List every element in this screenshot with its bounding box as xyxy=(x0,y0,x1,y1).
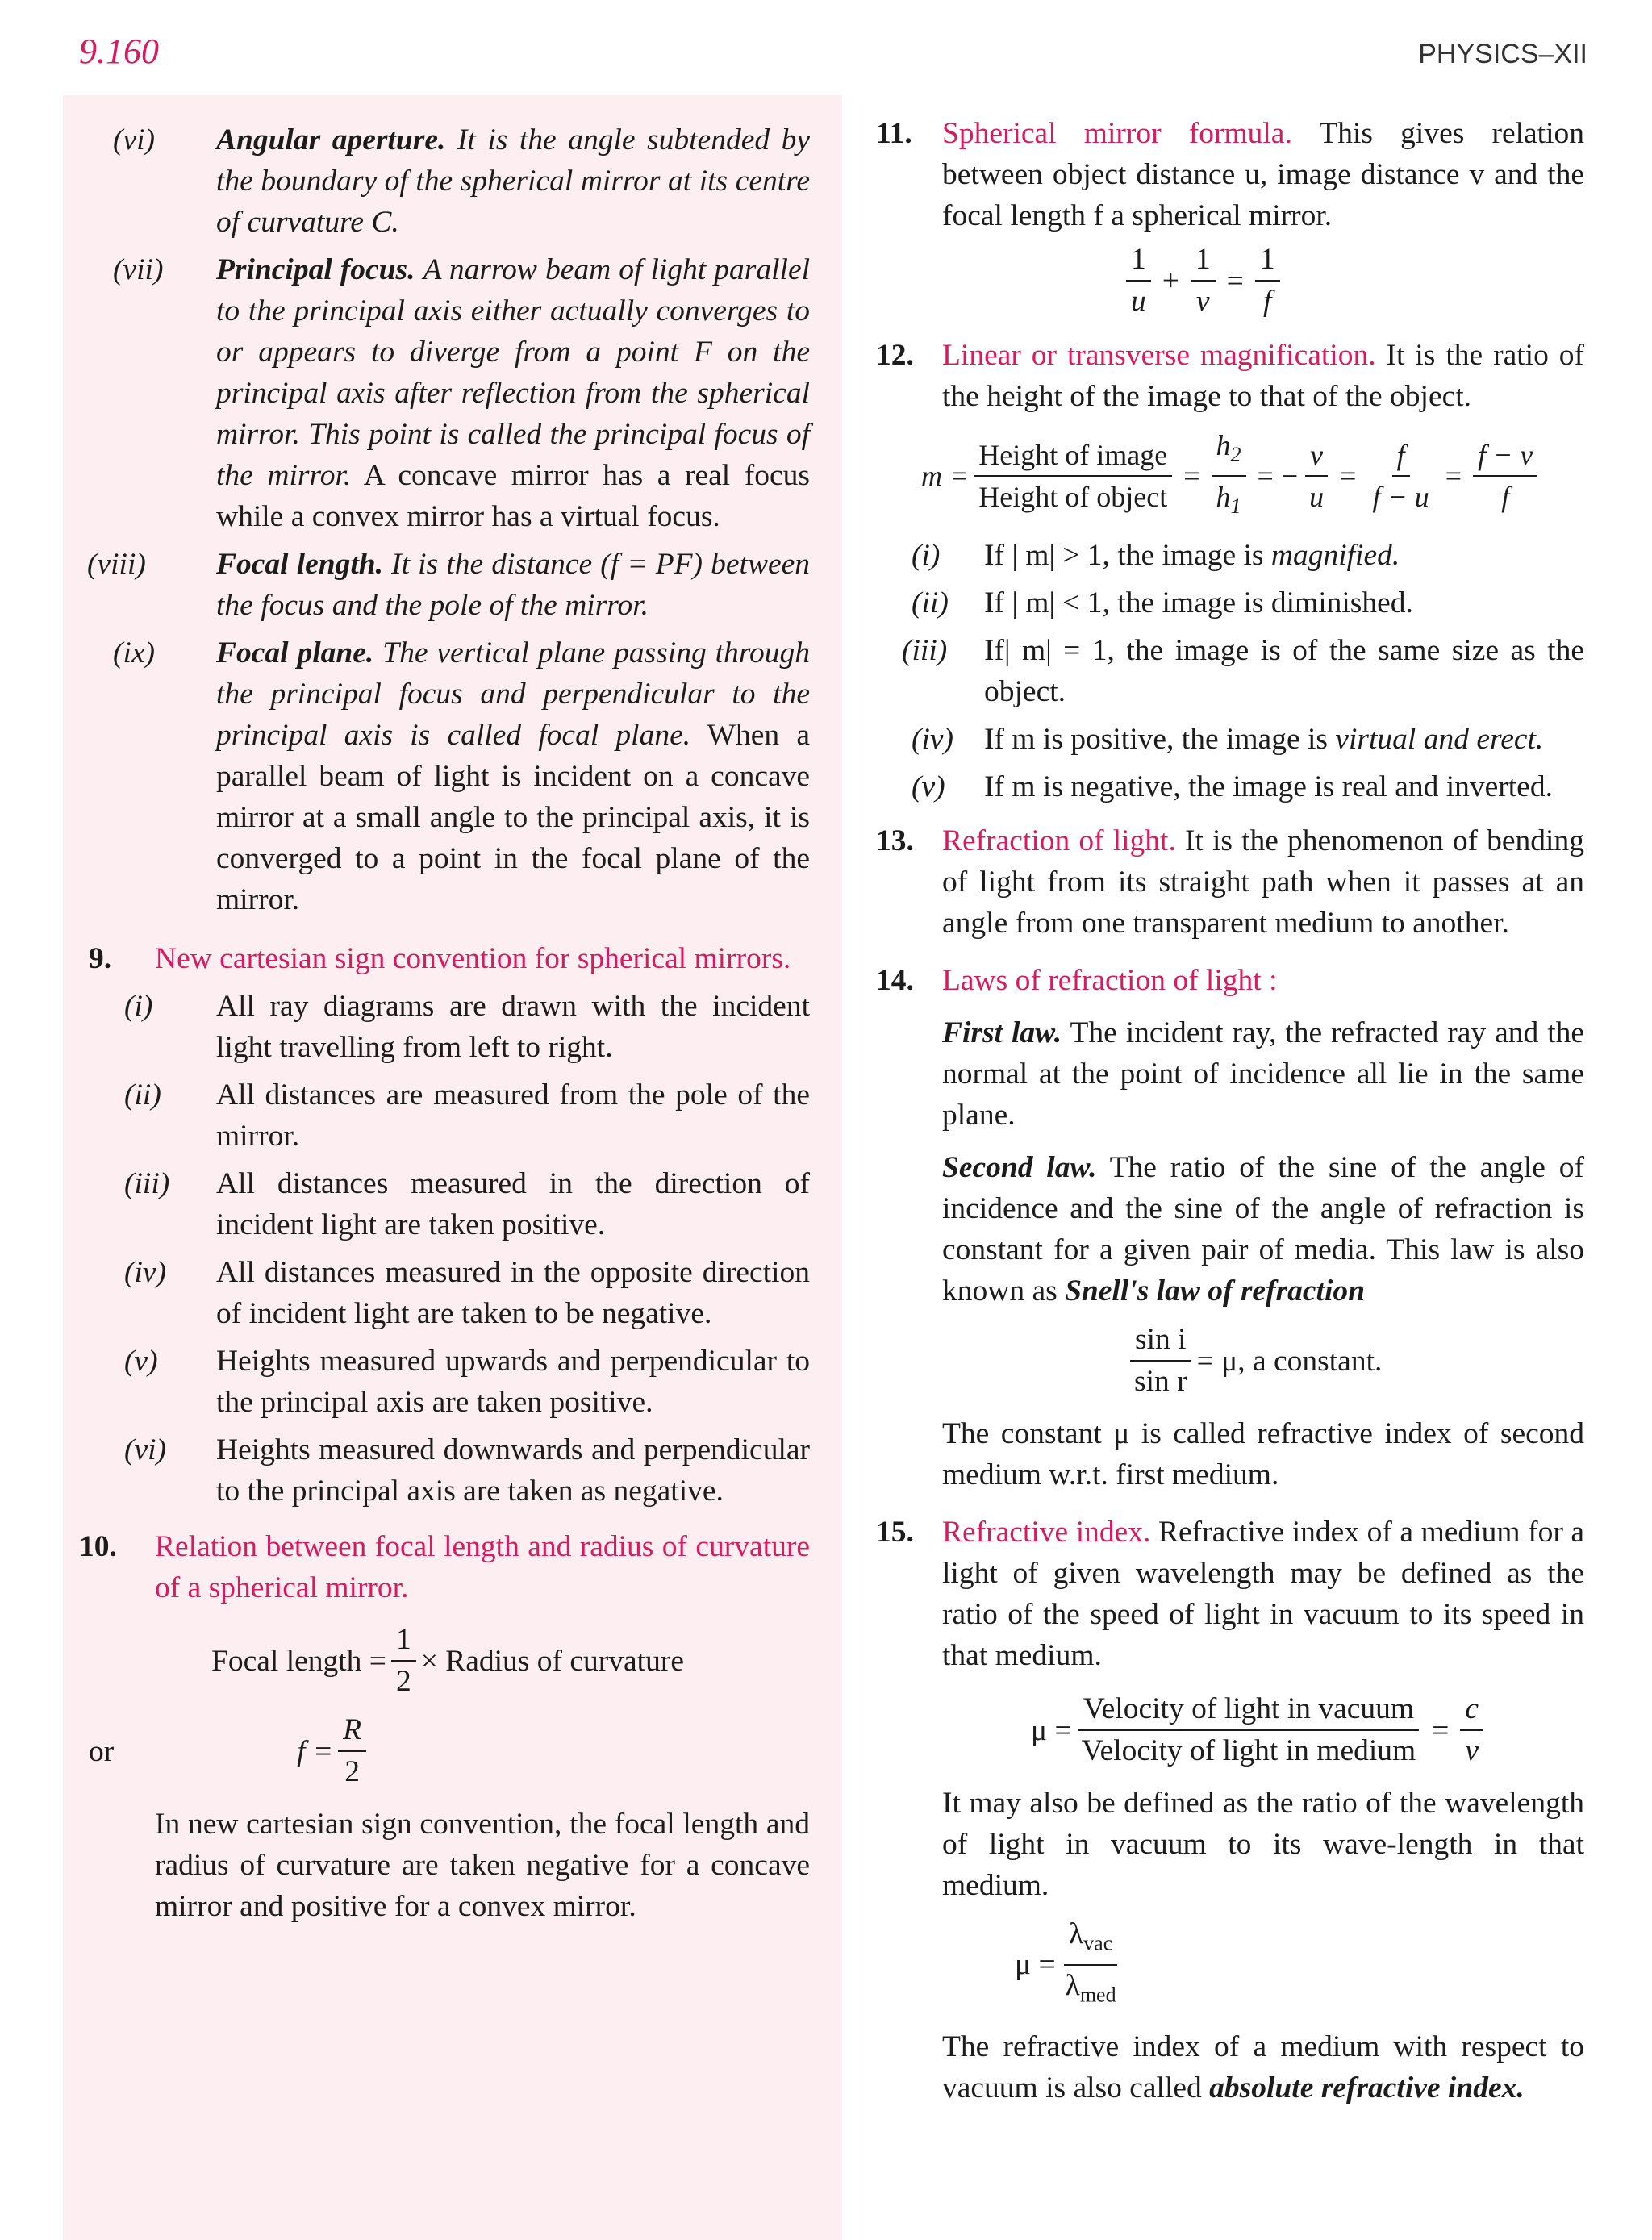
sign-rule: (iv) All distances measured in the opposite direction of incident light are taken to be negative. xyxy=(124,1256,810,1330)
description: This gives relation between object distance u, image distance v and the focal length f a spherical mirror. xyxy=(942,117,1585,232)
magnification-case: (iv) If m is positive, the image is virtual and erect. xyxy=(912,723,1544,757)
item-principal-focus xyxy=(79,249,810,537)
item-number: 14. xyxy=(876,964,914,998)
absolute-refractive-index: absolute refractive index. xyxy=(1209,2071,1525,2105)
item-focal-length xyxy=(79,544,810,626)
mirror-formula-equation: $\frac{1}{u}$ + $\frac{1}{v}$ = $\frac{1}{f}$ xyxy=(866,240,1584,322)
item-number: 13. xyxy=(876,824,914,858)
item-heading: Laws of refraction of light : xyxy=(942,964,1278,998)
item-heading: Spherical mirror formula. xyxy=(942,117,1292,150)
term: Principal focus. xyxy=(216,253,415,286)
term: Focal plane. xyxy=(216,636,374,669)
focal-length-equation: Focal length = $\frac{1}{2}$ × Radius of curvature xyxy=(79,1620,810,1702)
roman-label: (ix) xyxy=(113,636,156,669)
item-heading: Refraction of light. xyxy=(942,824,1176,858)
item-heading: Refractive index. xyxy=(942,1516,1151,1550)
fraction: $\frac{R}{2}$ xyxy=(338,1710,366,1792)
item-number: 9. xyxy=(89,942,112,975)
item-10-focal-radius xyxy=(79,1526,810,1608)
item-number: 12. xyxy=(876,339,914,372)
sign-rule: (v) Heights measured upwards and perpendicular to the principal axis are taken positive. xyxy=(124,1345,810,1419)
description: It is the ratio of the height of the image to that of the object. xyxy=(942,339,1584,413)
book-title: PHYSICS–XII xyxy=(1418,39,1587,69)
item-focal-plane xyxy=(79,632,810,920)
sign-rule: (i) All ray diagrams are drawn with the incident light travelling from left to right. xyxy=(124,990,810,1064)
right-column xyxy=(866,113,1584,2109)
item-12-magnification xyxy=(866,335,1584,417)
item-15-refractive-index: 15. Refractive index. Refractive index of a medium for a light of given wavelength may be defined as the ratio of the speed of light in vacuum to its speed in that medium. μ = $\frac{\text{Velocity of light in vacuum}}{\text{Velocity of light in medium}}$ = $\frac{c}{v}$ It may also be defined as the ratio of the wavelength of light in vacuum to its wave-length in that medium. μ = $\frac{\lambda_{vac}}{\lambda_{med}}$ The refractive index of a medium with respect to vacuum is also called absolute refractive index. xyxy=(866,1512,1584,2109)
wavelength-ratio-equation: μ = $\frac{\lambda_{vac}}{\lambda_{med}}$ xyxy=(942,1914,1584,2015)
definition: It is the angle subtended by the boundary of the spherical mirror at its centre of curvature C. xyxy=(216,123,811,239)
item-number: 10. xyxy=(79,1530,117,1563)
item-14-laws-of-refraction: 14. Laws of refraction of light : First law. The incident ray, the refracted ray and the normal at the point of incidence all lie in the same plane. Second law. The ratio of the sine of the angle of incidence and the sine of the angle of refraction is constant for a given pair of media. This law is also known as Snell's law of refraction $\frac{\text{sin i}}{\text{sin r}}$ = μ, a constant. The constant μ is called refractive index of second medium w.r.t. first medium. xyxy=(866,960,1584,1495)
item-heading: Linear or transverse magnification. xyxy=(942,339,1376,372)
sign-rule: (ii) All distances are measured from the pole of the mirror. xyxy=(124,1078,810,1153)
magnification-case: (v) If m is negative, the image is real and inverted. xyxy=(912,770,1553,804)
item-9-sign-convention xyxy=(79,938,810,979)
or-label: or xyxy=(89,1734,115,1768)
definition: The vertical plane passing through the principal focus and perpendicular to the principal axis is called focal plane. xyxy=(216,636,811,752)
magnification-case: (i) If | m| > 1, the image is magnified. xyxy=(912,539,1400,573)
sign-rule: (iii) All distances measured in the direction of incident light are taken positive. xyxy=(124,1167,810,1241)
item-heading: New cartesian sign convention for spherical mirrors. xyxy=(155,942,791,975)
first-law-label: First law. xyxy=(942,1016,1062,1050)
roman-label: (vii) xyxy=(113,253,164,286)
roman-label: (vi) xyxy=(113,123,156,156)
item-13-refraction xyxy=(866,820,1584,944)
magnification-equation: m = $\frac{\text{Height of image}}{\text{Height of object}}$ = $\frac{h_2}{h_1}$ = − $\frac{v}{u}$ = $\frac{f}{f - u}$ = $\frac{f - v}{f}$ xyxy=(866,425,1584,527)
note: When a parallel beam of light is incident on a concave mirror at a small angle to the principal axis, it is converged to a point in the focal plane of the mirror. xyxy=(216,719,811,916)
sign-note-paragraph: In new cartesian sign convention, the focal length and radius of curvature are taken negative for a concave mirror and positive for a convex mirror. xyxy=(155,1808,810,1923)
definition: It is the distance (f = PF) between the focus and the pole of the mirror. xyxy=(216,548,811,622)
description: It is the phenomenon of bending of light from its straight path when it passes at an angle from one transparent medium to another. xyxy=(942,824,1584,941)
sign-rule: (vi) Heights measured downwards and perpendicular to the principal axis are taken as negative. xyxy=(124,1433,810,1508)
item-number: 11. xyxy=(876,117,912,150)
snells-law: Snell's law of refraction xyxy=(1065,1274,1365,1308)
left-column xyxy=(79,113,810,1927)
term: Focal length. xyxy=(216,548,384,581)
magnification-case: (iii) If| m| = 1, the image is of the same size as the object. xyxy=(902,634,1584,709)
page-number: 9.160 xyxy=(79,31,159,71)
item-11-mirror-formula xyxy=(866,113,1584,236)
item-number: 15. xyxy=(876,1516,914,1550)
roman-label: (viii) xyxy=(87,548,146,581)
f-equals-r-half-equation: or f = $\frac{R}{2}$ xyxy=(79,1710,810,1792)
definition: A narrow beam of light parallel to the principal axis either actually converges to or appears to diverge from a point F on the principal axis after reflection from the spherical mirror. This point is called the principal focus of the mirror. xyxy=(216,253,811,492)
fraction: $\frac{1}{2}$ xyxy=(391,1620,416,1702)
item-heading: Relation between focal length and radius of curvature of a spherical mirror. xyxy=(155,1530,810,1604)
item-angular-aperture xyxy=(79,119,810,243)
term: Angular aperture. xyxy=(216,123,446,156)
note: A concave mirror has a real focus while a convex mirror has a virtual focus. xyxy=(216,459,811,533)
velocity-ratio-equation: μ = $\frac{\text{Velocity of light in vacuum}}{\text{Velocity of light in medium}}$ = $\frac{c}{v}$ xyxy=(942,1689,1584,1771)
snells-law-equation: $\frac{\text{sin i}}{\text{sin r}}$ = μ, a constant. xyxy=(942,1320,1584,1402)
second-law-label: Second law. xyxy=(942,1151,1097,1185)
magnification-case: (ii) If | m| < 1, the image is diminished. xyxy=(912,586,1413,620)
